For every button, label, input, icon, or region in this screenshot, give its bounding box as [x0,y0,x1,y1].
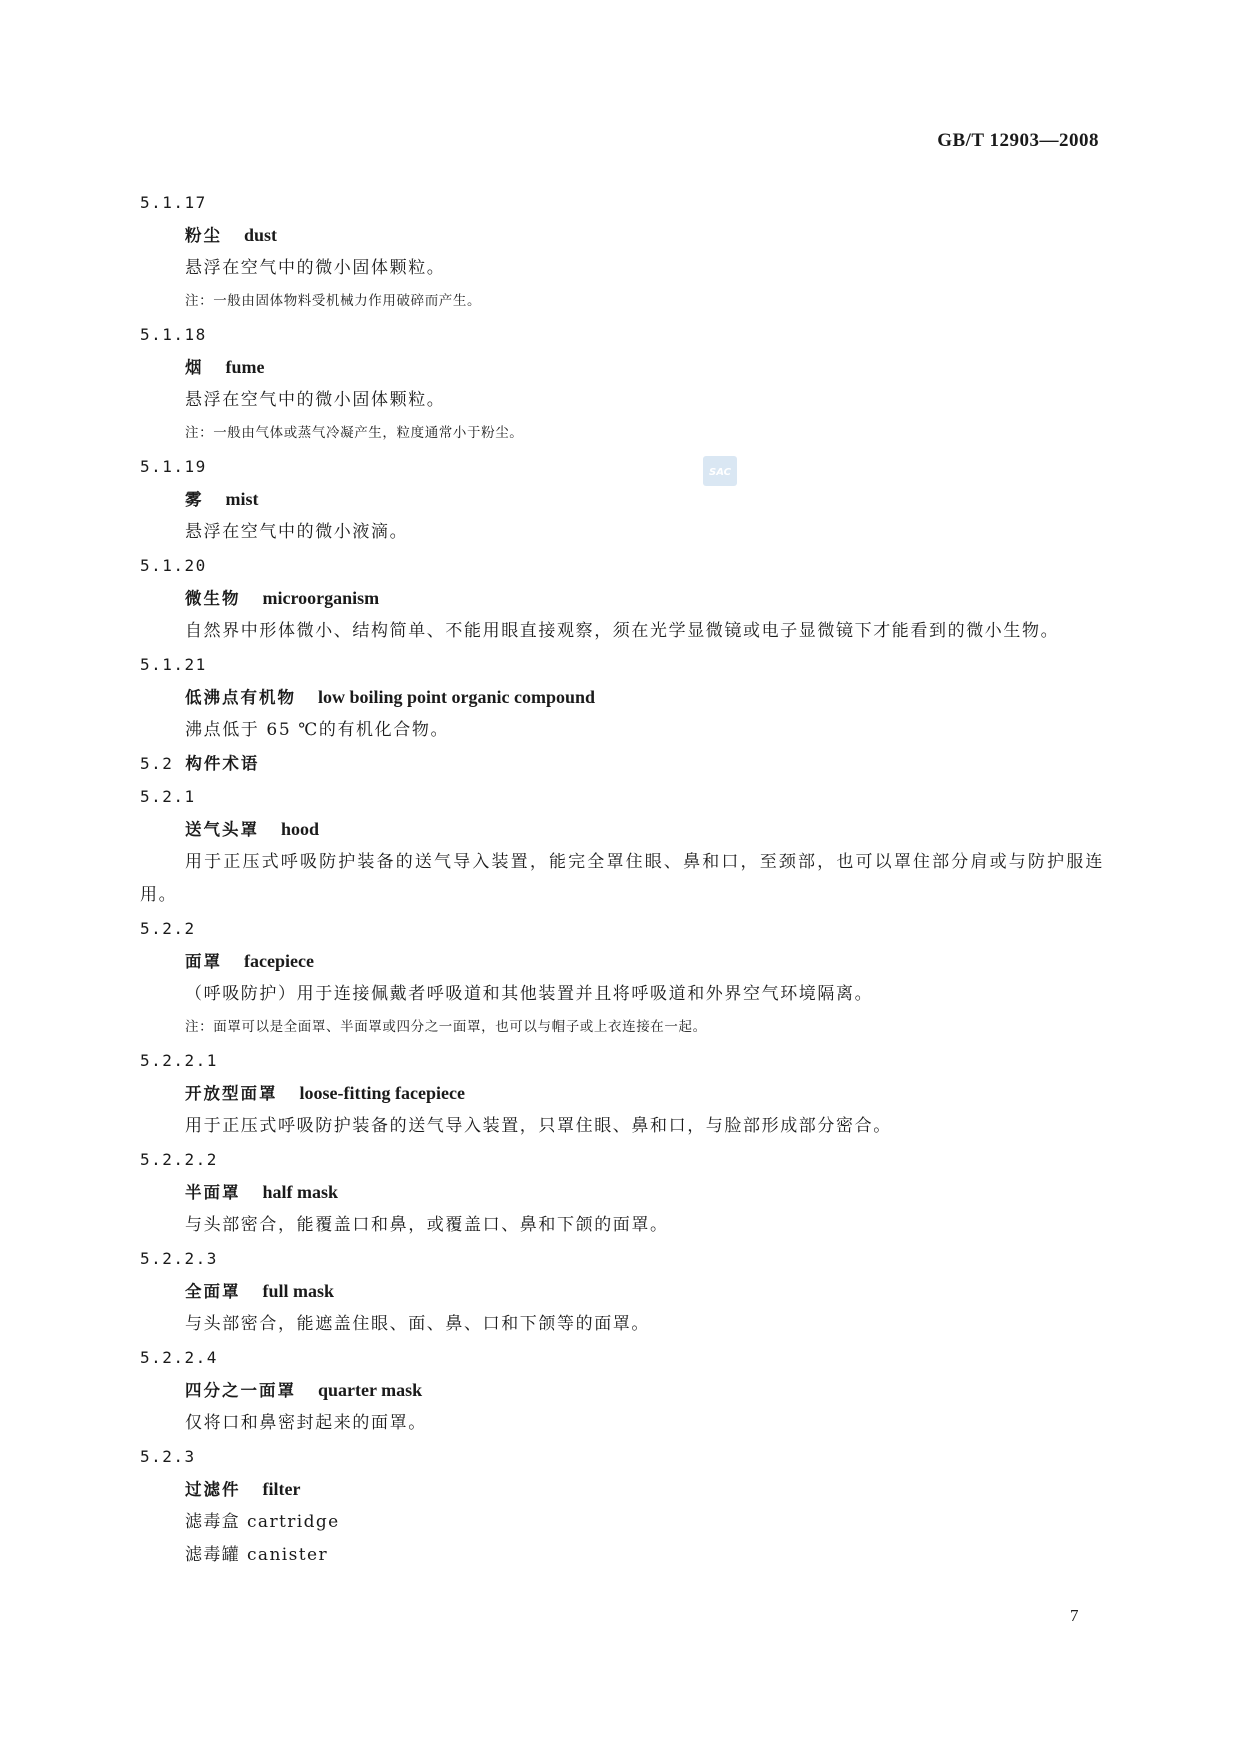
entry-number: 5.1.19 [140,457,207,476]
entry-number: 5.1.17 [140,193,207,212]
document-body [140,186,1104,1572]
standard-code: GB/T 12903—2008 [937,130,1099,151]
term-entry-5-1-19 [140,450,1104,549]
term-en: dust [244,225,278,245]
term-entry-5-2-3 [140,1440,1104,1572]
entry-number: 5.2.2.4 [140,1348,218,1367]
term-entry-5-2-2-2 [140,1143,1104,1242]
synonym-line: 滤毒盒 cartridge [185,1512,340,1532]
term-zh: 微生物 [185,589,241,608]
entry-number: 5.2.2.2 [140,1150,218,1169]
term-line [140,351,1104,384]
section-number: 5.2 [140,754,174,773]
definition: 用于正压式呼吸防护装备的送气导入装置，能完全罩住眼、鼻和口，至颈部，也可以罩住部分肩或与防护服连用。 [140,852,1104,905]
term-en: full mask [262,1281,335,1301]
term-line [140,813,1104,846]
term-zh: 低沸点有机物 [185,688,296,707]
term-line [140,483,1104,516]
entry-number: 5.1.21 [140,655,207,674]
definition: 自然界中形体微小、结构简单、不能用眼直接观察，须在光学显微镜或电子显微镜下才能看到的微小生物。 [185,621,1060,641]
synonym-line: 滤毒罐 canister [185,1545,328,1565]
term-en: mist [225,489,259,509]
term-entry-5-2-2-3 [140,1242,1104,1341]
note: 注：一般由气体或蒸气冷凝产生，粒度通常小于粉尘。 [185,425,524,441]
term-zh: 全面罩 [185,1282,241,1301]
term-line [140,1176,1104,1209]
term-en: half mask [262,1182,339,1202]
section-heading-5-2 [140,747,1104,780]
entry-number: 5.2.2.1 [140,1051,218,1070]
term-line [140,1077,1104,1110]
definition: （呼吸防护）用于连接佩戴者呼吸道和其他装置并且将呼吸道和外界空气环境隔离。 [185,984,874,1004]
definition: 与头部密合，能遮盖住眼、面、鼻、口和下颌等的面罩。 [185,1314,650,1334]
definition: 用于正压式呼吸防护装备的送气导入装置，只罩住眼、鼻和口，与脸部形成部分密合。 [185,1116,892,1136]
entry-number: 5.1.18 [140,325,207,344]
term-en: loose-fitting facepiece [299,1083,465,1103]
term-en: hood [281,819,320,839]
term-zh: 半面罩 [185,1183,241,1202]
term-line [140,681,1104,714]
definition: 悬浮在空气中的微小固体颗粒。 [185,390,446,410]
term-entry-5-2-2-4 [140,1341,1104,1440]
term-zh: 粉尘 [185,226,222,245]
definition: 悬浮在空气中的微小固体颗粒。 [185,258,446,278]
term-line [140,1473,1104,1506]
term-line [140,219,1104,252]
term-zh: 烟 [185,358,204,377]
term-line [140,1275,1104,1308]
entry-number: 5.1.20 [140,556,207,575]
definition: 仅将口和鼻密封起来的面罩。 [185,1413,427,1433]
term-zh: 过滤件 [185,1480,241,1499]
page-number: 7 [1070,1606,1079,1625]
term-en: quarter mask [318,1380,423,1400]
definition: 与头部密合，能覆盖口和鼻，或覆盖口、鼻和下颌的面罩。 [185,1215,669,1235]
watermark-text: SAC [709,467,731,478]
note: 注：面罩可以是全面罩、半面罩或四分之一面罩，也可以与帽子或上衣连接在一起。 [185,1019,707,1035]
term-en: filter [262,1479,301,1499]
term-zh: 开放型面罩 [185,1084,278,1103]
definition: 沸点低于 65 ℃的有机化合物。 [185,720,450,740]
section-title: 构件术语 [185,754,260,773]
term-en: low boiling point organic compound [318,687,596,707]
entry-number: 5.2.3 [140,1447,196,1466]
term-entry-5-2-1 [140,780,1104,912]
definition: 悬浮在空气中的微小液滴。 [185,522,409,542]
note: 注：一般由固体物料受机械力作用破碎而产生。 [185,293,482,309]
term-en: fume [225,357,265,377]
term-en: facepiece [244,951,314,971]
term-line [140,1374,1104,1407]
entry-number: 5.2.2.3 [140,1249,218,1268]
term-line [140,945,1104,978]
term-entry-5-1-17 [140,186,1104,318]
term-entry-5-2-2 [140,912,1104,1044]
term-zh: 送气头罩 [185,820,259,839]
term-en: microorganism [262,588,380,608]
entry-number: 5.2.1 [140,787,196,806]
term-zh: 雾 [185,490,204,509]
term-entry-5-1-21 [140,648,1104,747]
entry-number: 5.2.2 [140,919,196,938]
term-zh: 四分之一面罩 [185,1381,296,1400]
term-line [140,582,1104,615]
term-entry-5-1-18 [140,318,1104,450]
term-entry-5-2-2-1 [140,1044,1104,1143]
term-entry-5-1-20 [140,549,1104,648]
term-zh: 面罩 [185,952,222,971]
